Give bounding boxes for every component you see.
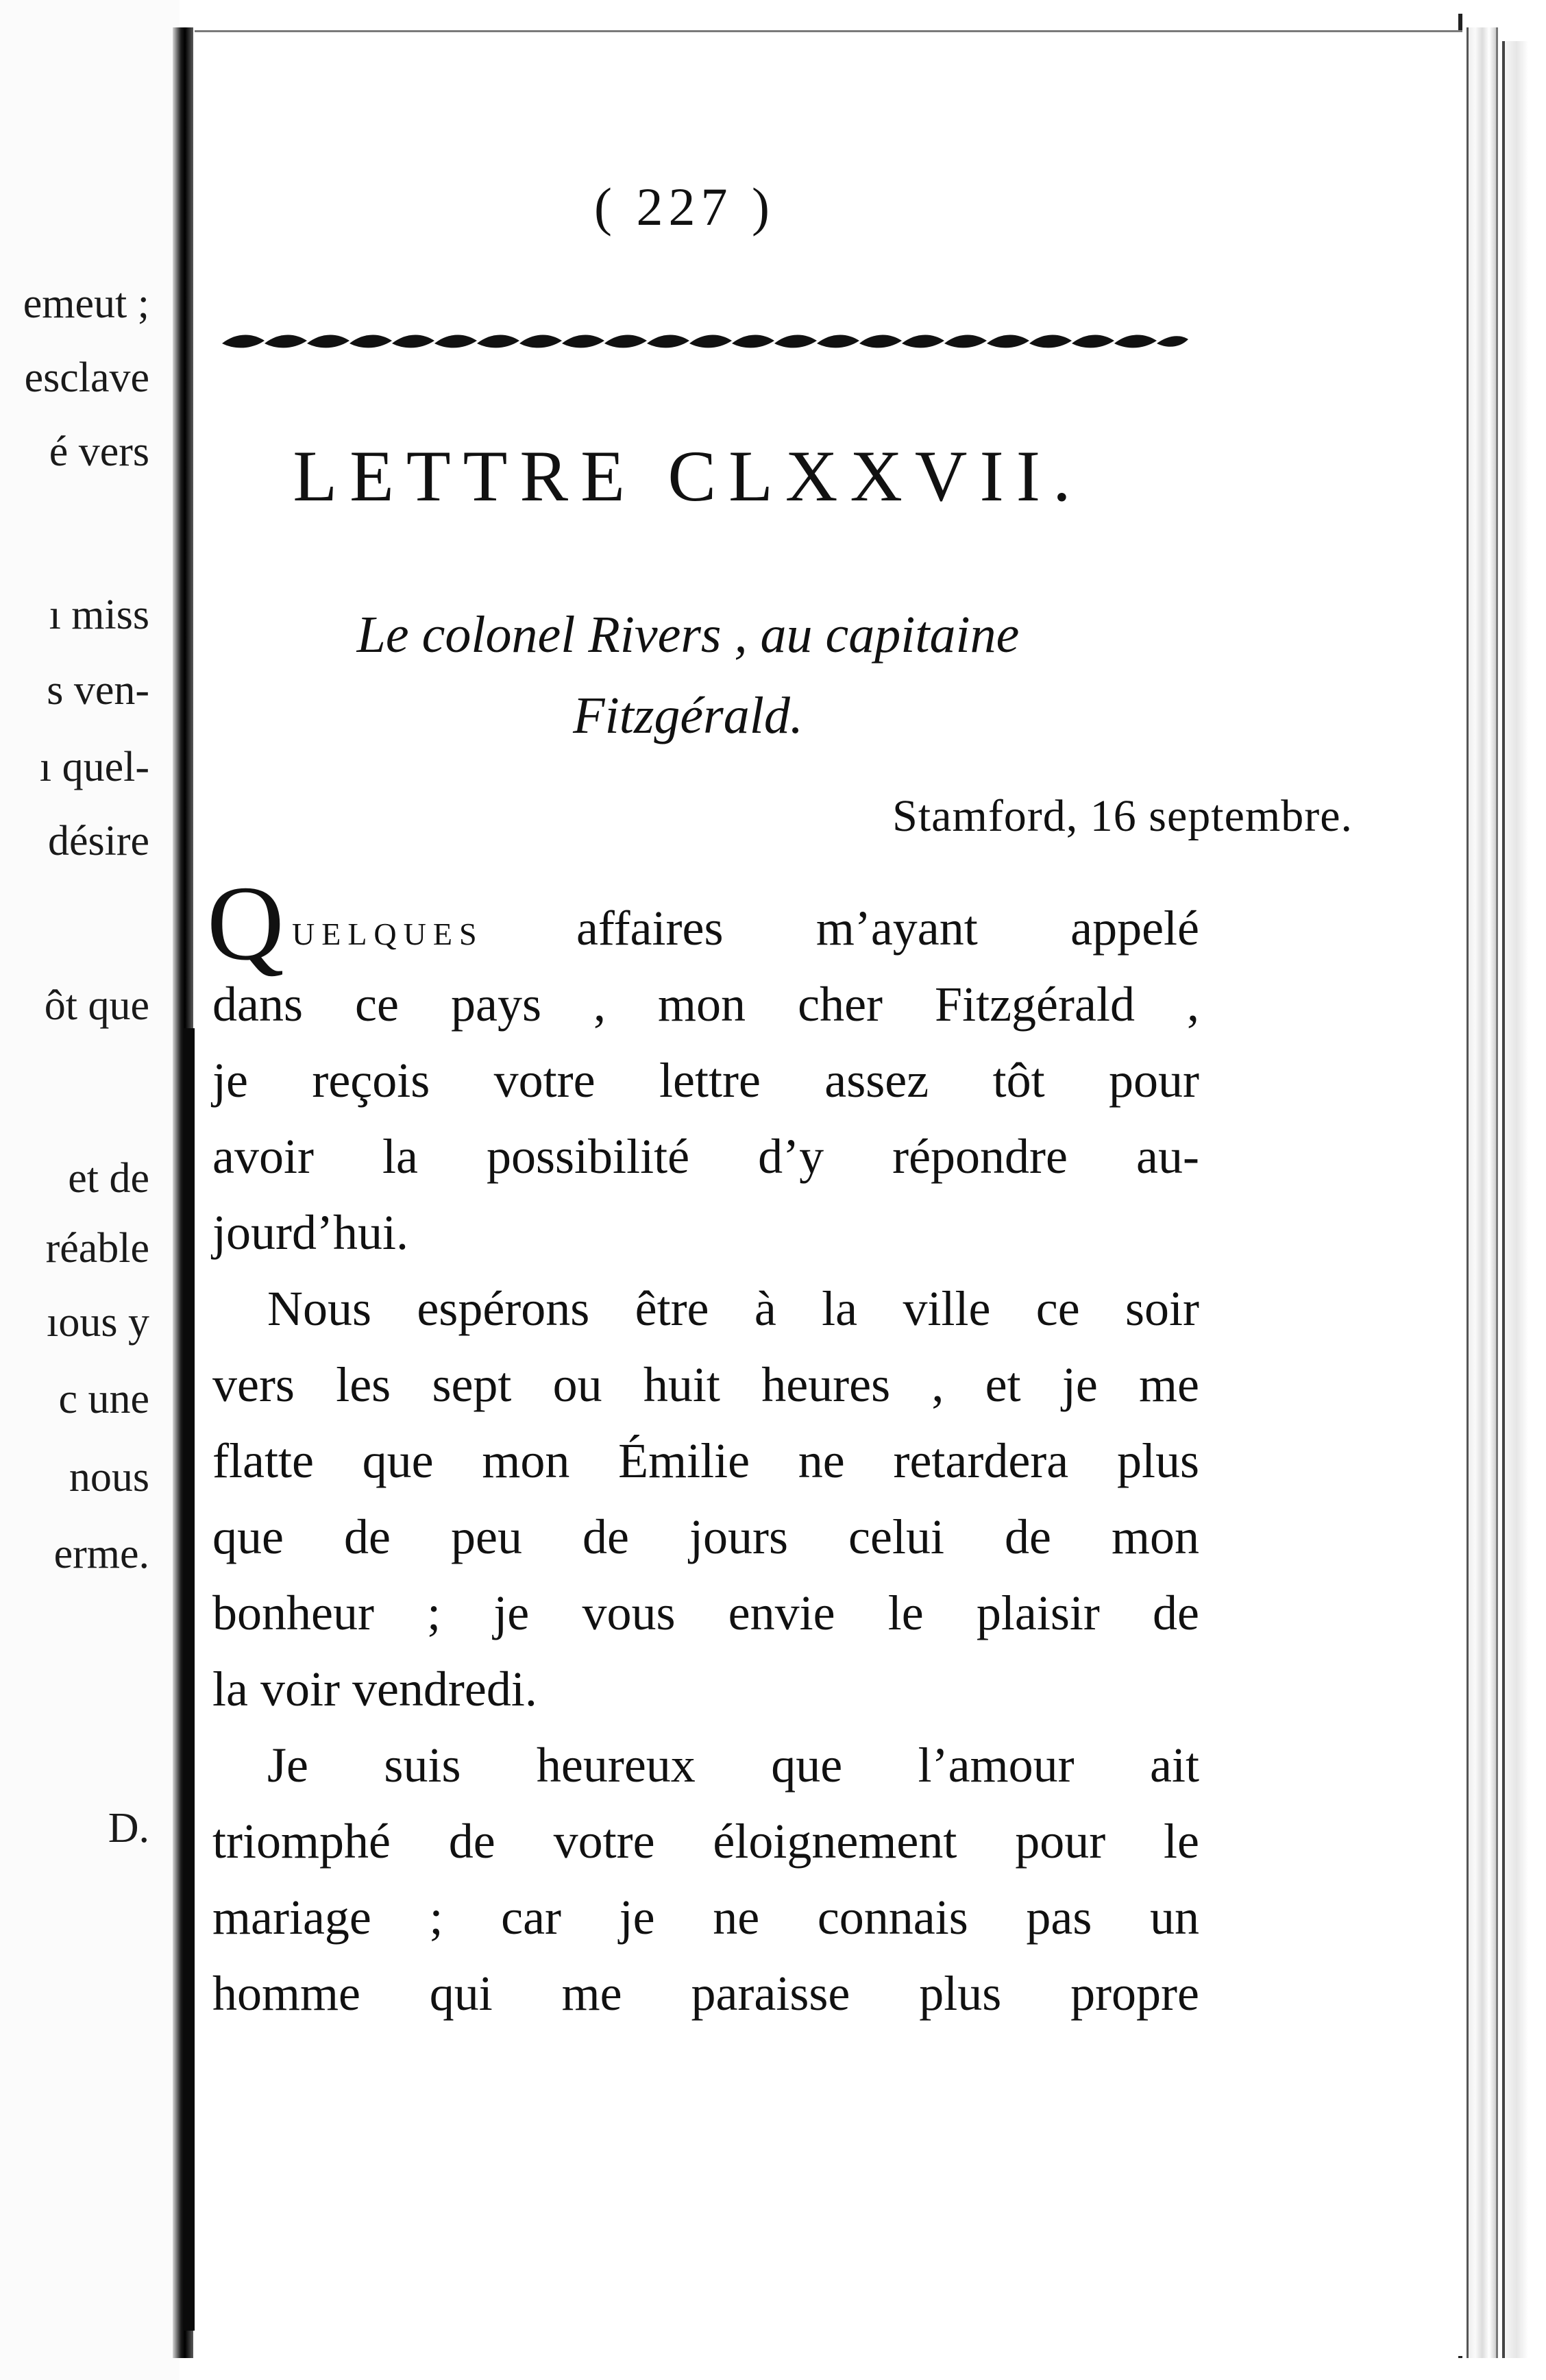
body-line: vers les sept ou huit heures , et je me xyxy=(212,1357,1199,1412)
left-facing-page xyxy=(0,0,180,2380)
body-line: flatte que mon Émilie ne retardera plus xyxy=(212,1433,1199,1488)
left-page-fragment: ı quel- xyxy=(39,744,149,790)
small-caps-word: UELQUES xyxy=(292,916,484,951)
right-page xyxy=(195,30,1462,2356)
body-line xyxy=(207,864,1200,982)
body-line-text: affaires m’ayant appelé xyxy=(576,901,1200,956)
body-line: mariage ; car je ne connais pas un xyxy=(212,1890,1199,1945)
decorative-rule-ornament xyxy=(222,320,1188,361)
body-line: Je suis heureux que l’amour ait xyxy=(267,1738,1199,1793)
body-line: homme qui me paraisse plus propre xyxy=(212,1966,1199,2021)
body-line: avoir la possibilité d’y répondre au- xyxy=(212,1129,1199,1184)
left-page-fragment: nous xyxy=(69,1454,149,1501)
left-page-fragment: s ven- xyxy=(47,667,149,714)
left-page-fragment: réable xyxy=(45,1225,149,1272)
left-page-fragment: é vers xyxy=(49,428,149,475)
page-number: ( 227 ) xyxy=(594,177,775,236)
letter-dateline: Stamford, 16 septembre. xyxy=(892,791,1353,841)
left-page-fragment: c une xyxy=(58,1376,149,1422)
body-line: que de peu de jours celui de mon xyxy=(212,1509,1199,1564)
left-page-fragment: emeut ; xyxy=(23,280,149,327)
body-line: dans ce pays , mon cher Fitzgérald , xyxy=(212,977,1199,1032)
body-line: la voir vendredi. xyxy=(212,1662,537,1716)
left-page-fragment: et de xyxy=(68,1155,149,1202)
page-edge xyxy=(1467,27,1498,2358)
body-line: Nous espérons être à la ville ce soir xyxy=(267,1281,1199,1336)
letter-title: LETTRE CLXXVII. xyxy=(293,436,1083,516)
heading-line: Le colonel Rivers , au capitaine xyxy=(356,606,1020,664)
body-line: jourd’hui. xyxy=(212,1205,408,1260)
left-page-fragment: esclave xyxy=(24,354,149,401)
left-page-fragment: D. xyxy=(108,1805,149,1851)
left-page-fragment: erme. xyxy=(53,1531,149,1577)
page-edge xyxy=(1502,41,1528,2358)
drop-cap: Q xyxy=(207,864,284,982)
letter-body xyxy=(207,864,1200,2032)
body-line: triomphé de votre éloignement pour le xyxy=(212,1814,1199,1869)
left-page-fragment: ı miss xyxy=(49,592,149,638)
left-page-fragment: ıous y xyxy=(47,1299,149,1346)
heading-line: Fitzgérald. xyxy=(573,687,803,744)
body-line: bonheur ; je vous envie le plaisir de xyxy=(212,1586,1199,1640)
body-line: je reçois votre lettre assez tôt pour xyxy=(212,1053,1199,1108)
letter-heading xyxy=(195,594,1181,756)
left-page-fragment: ôt que xyxy=(44,982,149,1029)
left-page-fragment: désire xyxy=(47,818,149,864)
